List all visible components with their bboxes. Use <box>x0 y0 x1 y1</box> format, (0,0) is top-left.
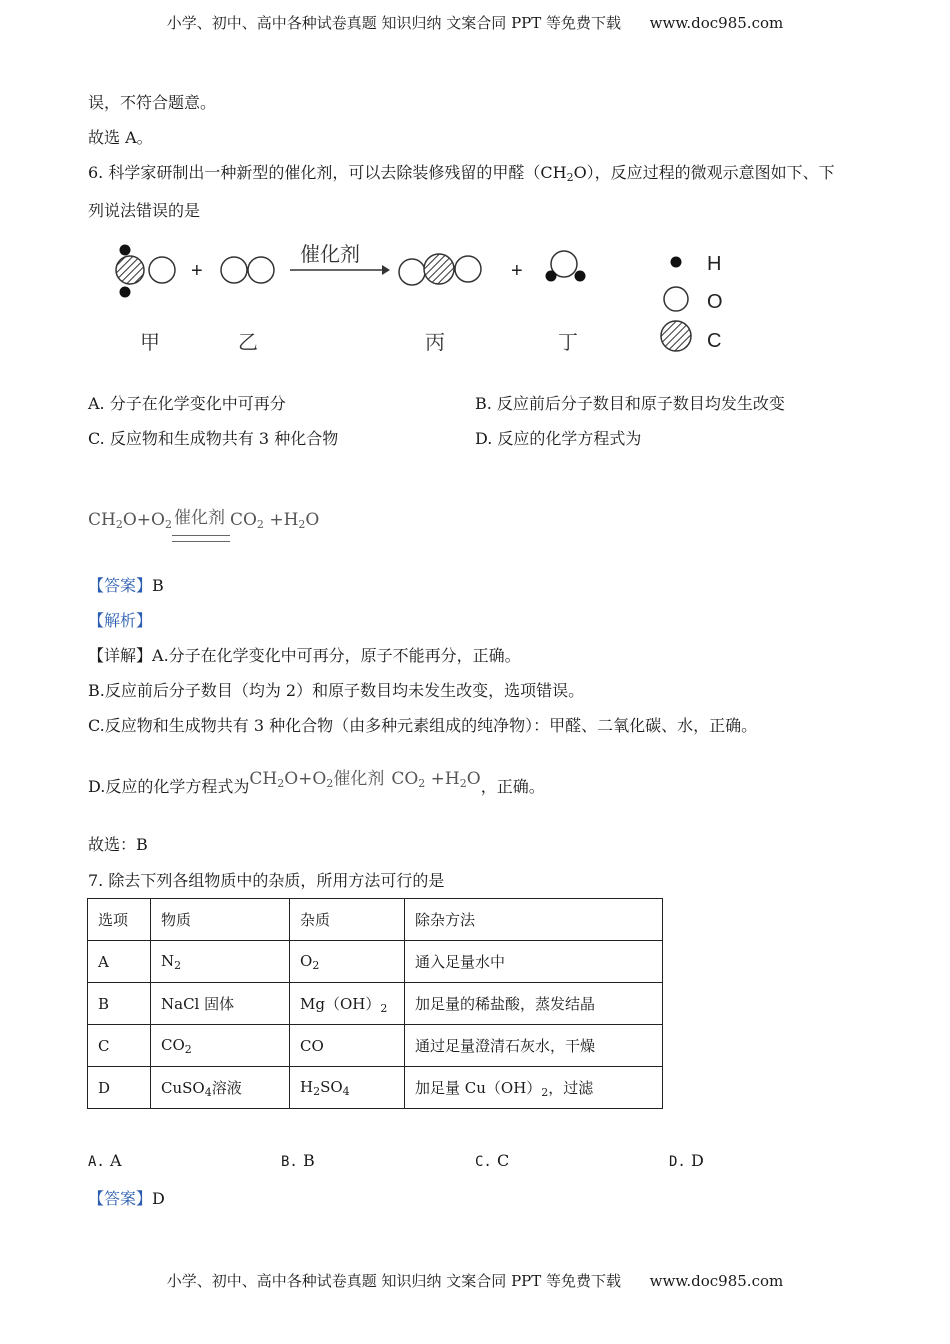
table-row: A $N_2$ $O_2$ 通入足量水中 <box>88 941 663 983</box>
label-ding: 丁 <box>558 330 578 354</box>
q6-option-b: B. 反应前后分子数目和原子数目均发生改变 <box>475 394 785 413</box>
header-text: 小学、初中、高中各种试卷真题 知识归纳 文案合同 PPT 等免费下载 <box>166 14 622 32</box>
page-footer <box>0 1270 950 1291</box>
molecule-water <box>546 251 586 282</box>
label-bing: 丙 <box>425 330 445 354</box>
table-row: D CuSO$_4$溶液 $H_2SO_4$ 加足量 $Cu(OH)_2$，过滤 <box>88 1067 663 1109</box>
molecule-co2 <box>399 254 481 285</box>
legend-h: H <box>707 253 722 275</box>
diagram-plus-2: + <box>511 260 523 282</box>
label-yi: 乙 <box>238 330 258 354</box>
q6-option-c: C. 反应物和生成物共有 3 种化合物 <box>88 429 339 448</box>
q6-detail-d: D.反应的化学方程式为$CH_2O+O_2$催化剂 $CO_2 +H_2O$，正确。 <box>88 769 545 796</box>
th-substance: 物质 <box>151 899 290 941</box>
q7-option-c: C. C <box>475 1151 510 1170</box>
q6-stem-2: 列说法错误的是 <box>88 201 201 220</box>
legend-c: C <box>707 330 722 352</box>
diagram-plus-1: + <box>191 260 203 282</box>
q6-analysis-tag: 【解析】 <box>88 611 153 630</box>
q7-stem: 7. 除去下列各组物质中的杂质，所用方法可行的是 <box>88 871 445 890</box>
diagram-legend <box>661 253 723 352</box>
table-row: C $CO_2$ CO 通过足量澄清石灰水，干燥 <box>88 1025 663 1067</box>
q7-option-b: B. B <box>281 1151 315 1170</box>
table-row: B NaCl 固体 $Mg(OH)_2$ 加足量的稀盐酸，蒸发结晶 <box>88 983 663 1025</box>
table-header-row <box>88 899 663 941</box>
header-url: www.doc985.com <box>649 14 784 32</box>
equation-1: $CH_2O+O_2$ 催化剂 $CO_2 +H_2O$ <box>88 510 319 531</box>
eq1-catalyst: 催化剂 <box>173 508 225 528</box>
reaction-diagram <box>100 232 740 362</box>
q7-option-d: D. D <box>669 1151 704 1170</box>
molecule-oxygen <box>221 257 274 283</box>
eq2-catalyst: 催化剂 <box>333 769 385 789</box>
q7-table <box>87 898 663 1109</box>
footer-url: www.doc985.com <box>649 1272 784 1290</box>
arrow-head-icon <box>382 265 390 275</box>
q6-detail-b: B.反应前后分子数目（均为 2）和原子数目均未发生改变，选项错误。 <box>88 681 585 700</box>
legend-o: O <box>707 291 723 313</box>
footer-text: 小学、初中、高中各种试卷真题 知识归纳 文案合同 PPT 等免费下载 <box>166 1272 622 1290</box>
q6-final: 故选：B <box>88 835 148 854</box>
th-option: 选项 <box>88 899 151 941</box>
q6-stem-b: O），反应过程的微观示意图如下、下 <box>573 163 835 182</box>
q6-detail-a: 【详解】A.分子在化学变化中可再分，原子不能再分，正确。 <box>88 646 521 665</box>
page-header <box>0 12 950 33</box>
q7-answer: 【答案】D <box>88 1189 165 1208</box>
th-method: 除杂方法 <box>405 899 663 941</box>
q6-stem <box>88 160 835 184</box>
q6-option-d: D. 反应的化学方程式为 <box>475 429 642 448</box>
th-impurity: 杂质 <box>290 899 405 941</box>
prev-line-2: 故选 A。 <box>88 128 153 147</box>
diagram-catalyst: 催化剂 <box>300 242 360 266</box>
q6-detail-c: C.反应物和生成物共有 3 种化合物（由多种元素组成的纯净物）：甲醛、二氧化碳、水，正确。 <box>88 716 758 735</box>
q6-answer: 【答案】B <box>88 576 164 595</box>
label-jia: 甲 <box>140 330 160 354</box>
q6-option-a: A. 分子在化学变化中可再分 <box>88 394 286 413</box>
q6-stem-a: 6. 科学家研制出一种新型的催化剂，可以去除装修残留的甲醛（CH <box>88 163 567 182</box>
q7-option-a: A. A <box>88 1151 122 1170</box>
q6-stem-sub: 2 <box>566 171 574 184</box>
prev-line-1: 误，不符合题意。 <box>88 93 217 112</box>
molecule-formaldehyde <box>116 245 175 298</box>
